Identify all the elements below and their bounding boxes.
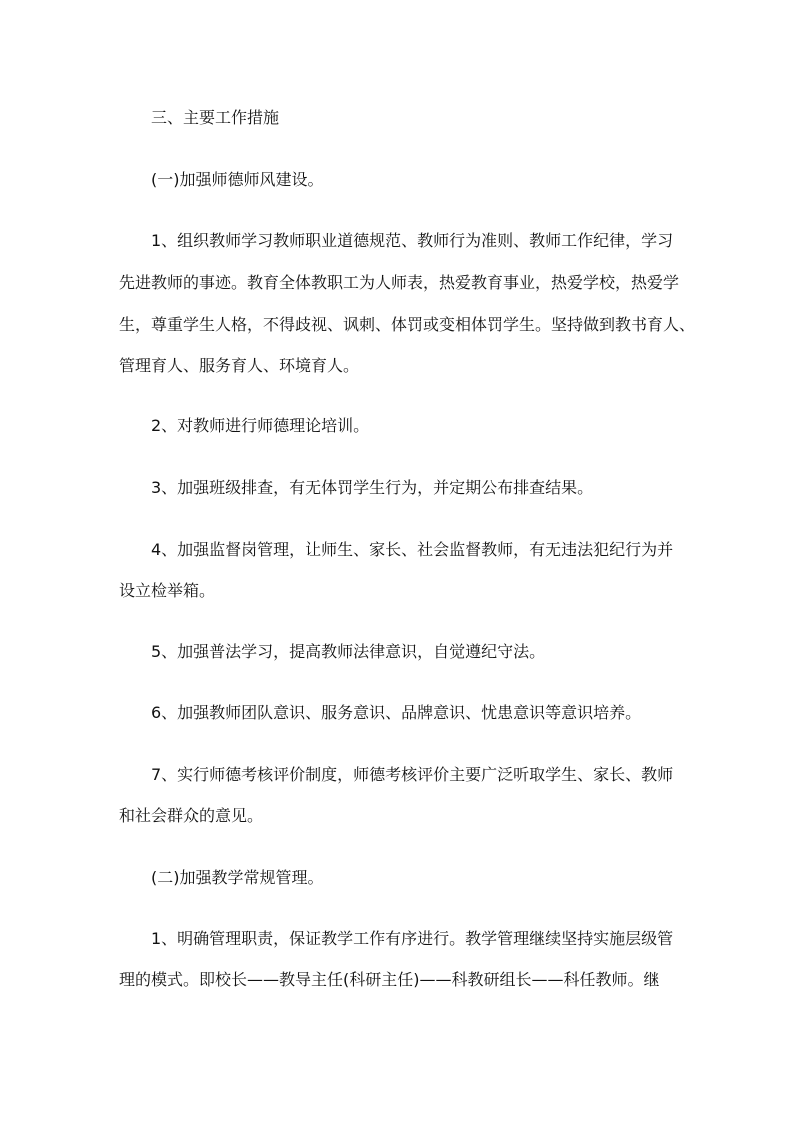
paragraph-line: 理的模式。即校长——教导主任(科研主任)——科教研组长——科任教师。继 xyxy=(119,970,660,989)
paragraph-line: 和社会群众的意见。 xyxy=(119,806,264,825)
paragraph-line: 1、组织教师学习教师职业道德规范、教师行为准则、教师工作纪律，学习 xyxy=(151,231,674,250)
paragraph-1-3: 3、加强班级排查，有无体罚学生行为，并定期公布排查结果。 xyxy=(151,478,594,497)
paragraph-1-2: 2、对教师进行师德理论培训。 xyxy=(151,416,370,435)
paragraph-1-6: 6、加强教师团队意识、服务意识、品牌意识、忧患意识等意识培养。 xyxy=(151,703,642,722)
paragraph-1-5: 5、加强普法学习，提高教师法律意识，自觉遵纪守法。 xyxy=(151,642,546,661)
subsection-heading-1: (一)加强师德师风建设。 xyxy=(151,170,324,189)
subsection-heading-2: (二)加强教学常规管理。 xyxy=(151,868,324,887)
paragraph-line: 4、加强监督岗管理，让师生、家长、社会监督教师，有无违法犯纪行为并 xyxy=(151,540,674,559)
paragraph-line: 设立检举箱。 xyxy=(119,581,216,600)
paragraph-line: 1、明确管理职责，保证教学工作有序进行。教学管理继续坚持实施层级管 xyxy=(151,929,674,948)
paragraph-line: 管理育人、服务育人、环境育人。 xyxy=(119,356,360,375)
paragraph-line: 生，尊重学生人格，不得歧视、讽刺、体罚或变相体罚学生。坚持做到教书育人、 xyxy=(119,315,696,334)
section-heading: 三、主要工作措施 xyxy=(151,108,280,127)
paragraph-line: 7、实行师德考核评价制度，师德考核评价主要广泛听取学生、家长、教师 xyxy=(151,765,674,784)
paragraph-line: 先进教师的事迹。教育全体教职工为人师表，热爱教育事业，热爱学校，热爱学 xyxy=(119,273,680,292)
